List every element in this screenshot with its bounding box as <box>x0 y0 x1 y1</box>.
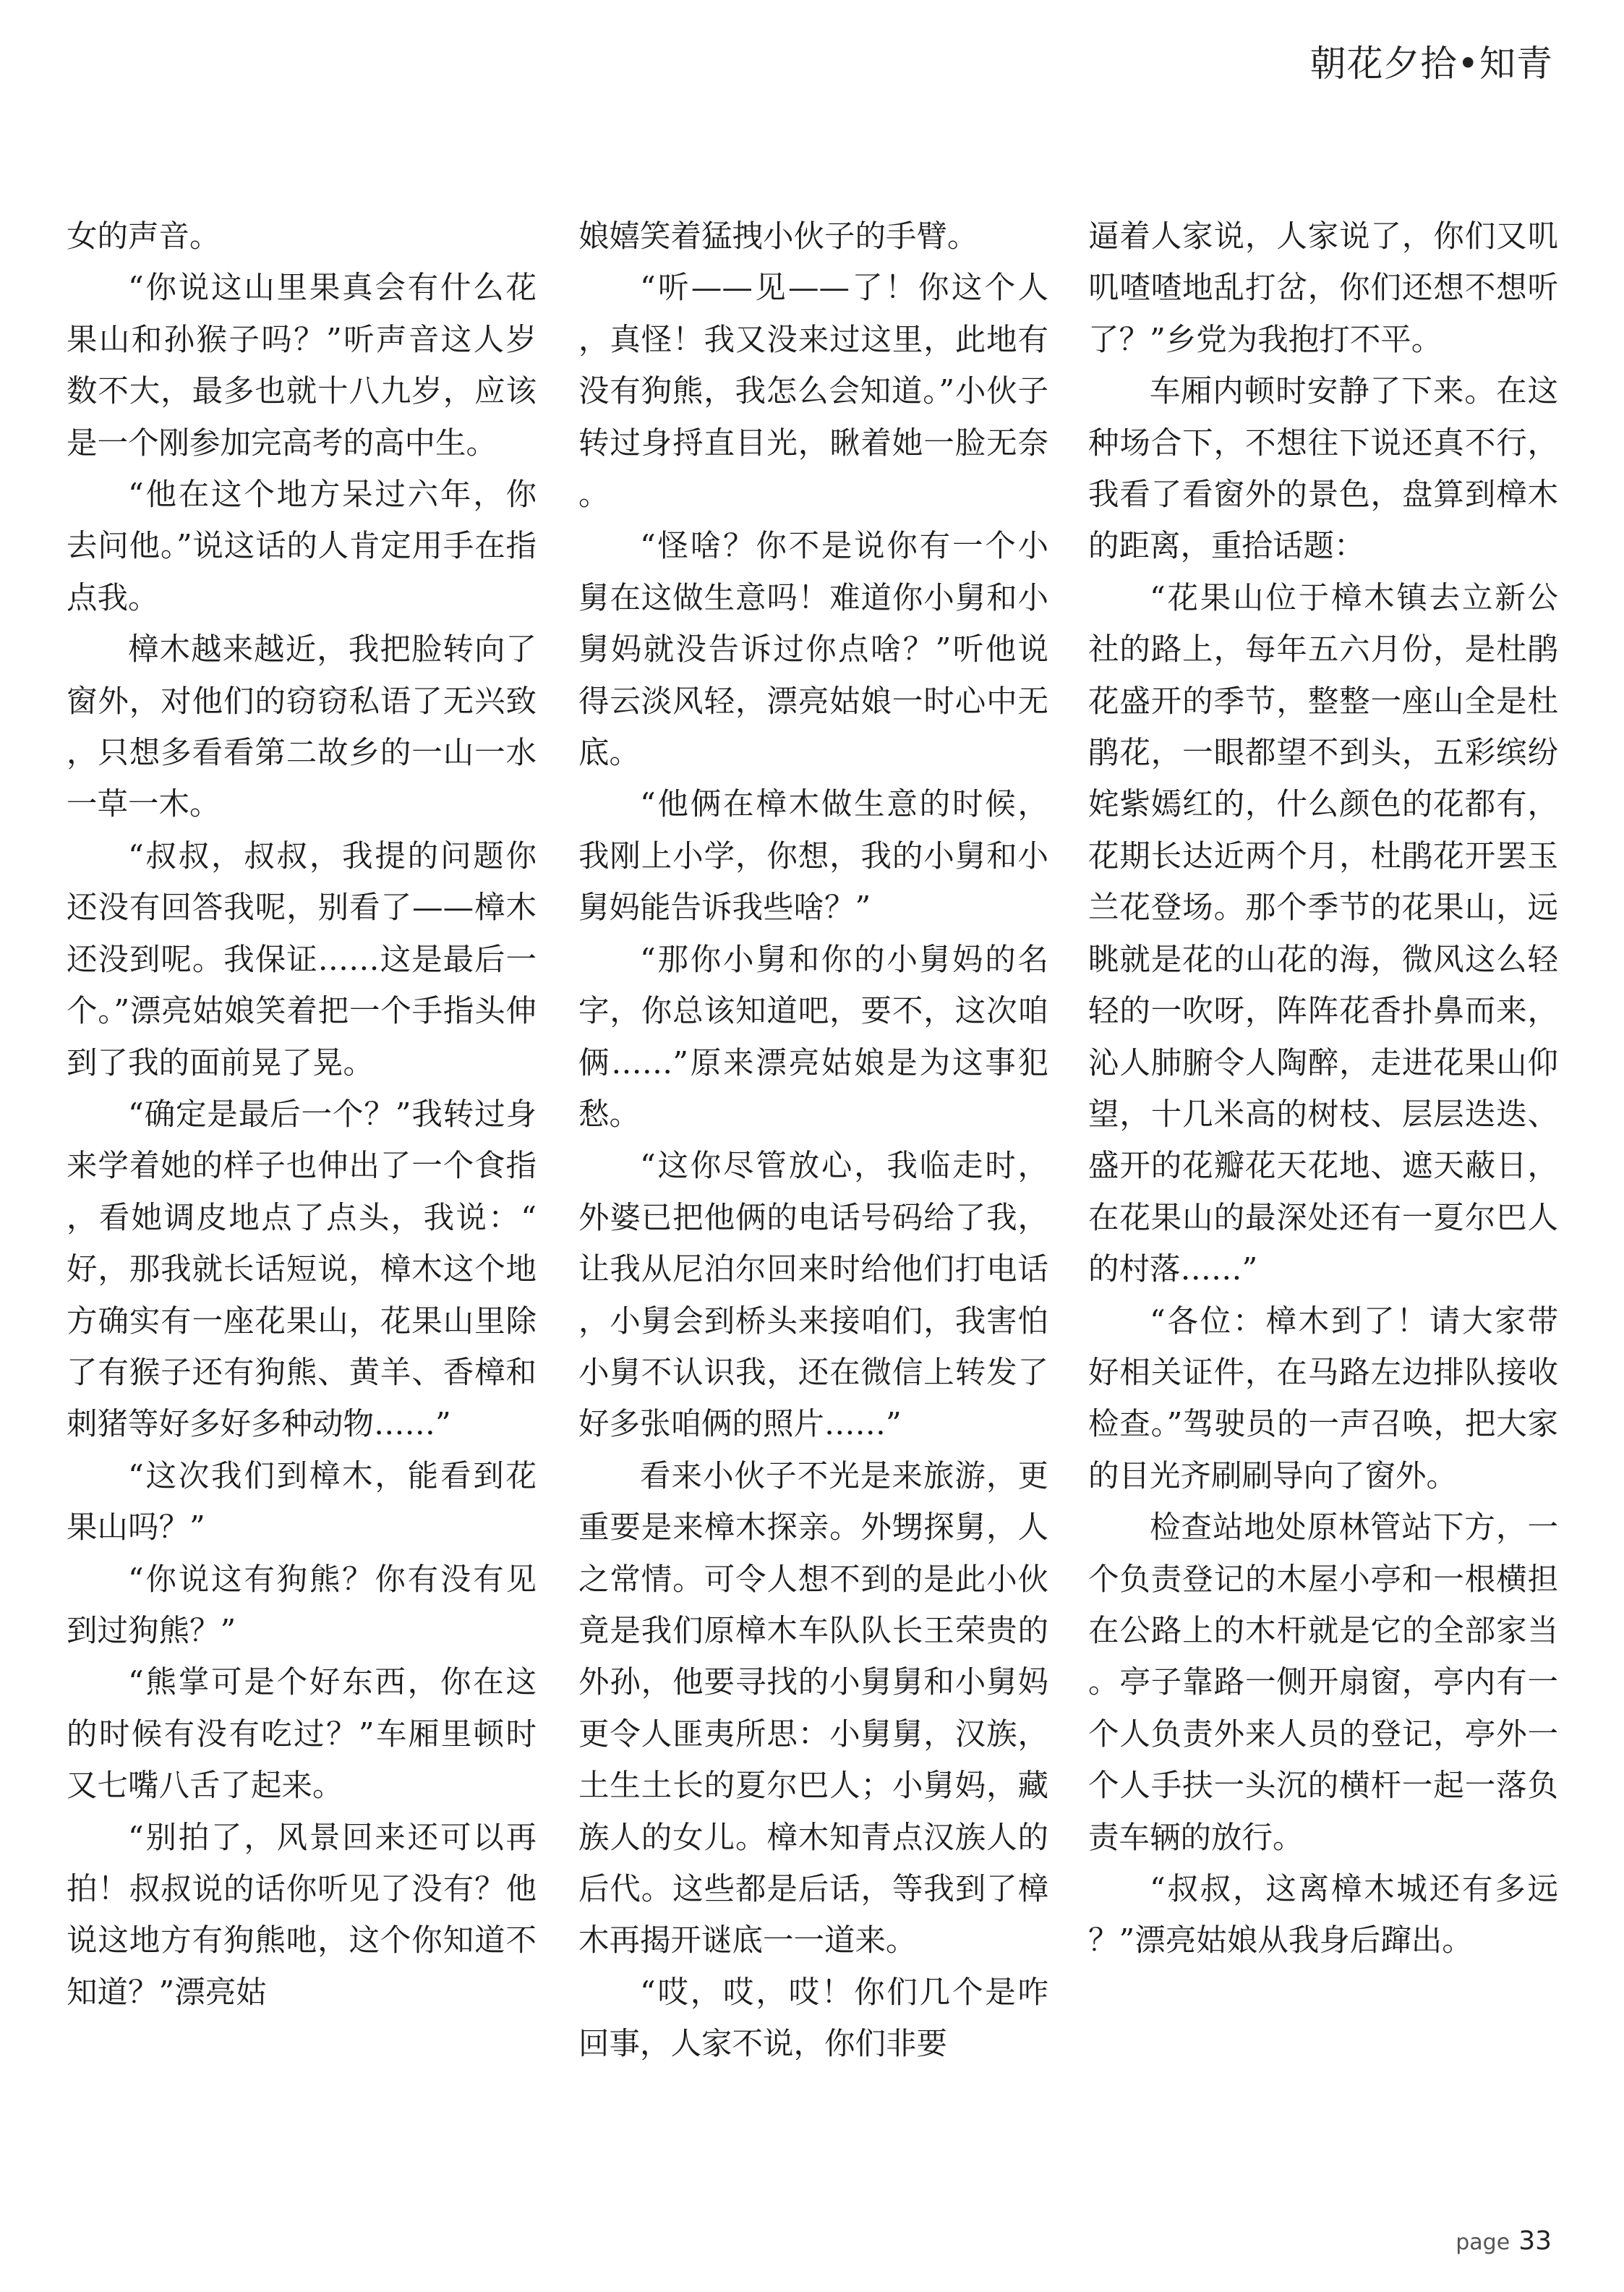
paragraph: “他在这个地方呆过六年，你去问他。”说这话的人肯定用手在指点我。 <box>67 477 537 616</box>
paragraph: “哎，哎，哎！你们几个是咋回事，人家不说，你们非要 <box>578 1974 1048 2063</box>
page-number: 33 <box>1518 2226 1552 2256</box>
paragraph: 逼着人家说，人家说了，你们又叽叽喳喳地乱打岔，你们还想不想听了？”乡党为我抱打不平。 <box>1088 219 1558 358</box>
text-column-3 <box>1088 211 1558 1967</box>
paragraph: “那你小舅和你的小舅妈的名字，你总该知道吧，要不，这次咱俩……”原来漂亮姑娘是为这事犯愁。 <box>578 942 1048 1133</box>
paragraph: 女的声音。 <box>67 219 221 255</box>
paragraph: “各位：樟木到了！请大家带好相关证件，在马路左边排队接收检查。”驾驶员的一声召唤，把大家的目光齐刷刷导向了窗外。 <box>1088 1303 1558 1494</box>
paragraph: “熊掌可是个好东西，你在这的时候有没有吃过？”车厢里顿时又七嘴八舌了起来。 <box>67 1665 537 1805</box>
paragraph: “你说这山里果真会有什么花果山和孙猴子吗？”听声音这人岁数不大，最多也就十八九岁，应该是一个刚参加完高考的高中生。 <box>67 270 537 461</box>
paragraph: “别拍了，风景回来还可以再拍！叔叔说的话你听见了没有？他说这地方有狗熊吔，这个你知道不知道？”漂亮姑 <box>67 1820 537 2011</box>
paragraph: “听——见——了！你这个人，真怪！我又没来过这里，此地有没有狗熊，我怎么会知道。”小伙子转过身捋直目光，瞅着她一脸无奈。 <box>578 270 1048 514</box>
paragraph: “这次我们到樟木，能看到花果山吗？” <box>67 1458 537 1546</box>
paragraph: “叔叔，这离樟木城还有多远？”漂亮姑娘从我身后蹿出。 <box>1088 1872 1558 1959</box>
paragraph: “花果山位于樟木镇去立新公社的路上，每年五六月份，是杜鹃花盛开的季节，整整一座山全是杜鹃花，一眼都望不到头，五彩缤纷姹紫嫣红的，什么颜色的花都有，花期长达近两个月，杜鹃花开罢玉兰花登场。那个季节的花果山，远眺就是花的山花的海，微风这么轻轻的一吹呀，阵阵花香扑鼻而来，沁人肺腑令人陶醉，走进花果山仰望，十几米高的树枝、层层迭迭、盛开的花瓣花天花地、遮天蔽日，在花果山的最深处还有一夏尔巴人的村落……” <box>1088 580 1558 1288</box>
paragraph: 检查站地处原林管站下方，一个负责登记的木屋小亭和一根横担在公路上的木杆就是它的全部家当。亭子靠路一侧开扇窗，亭内有一个人负责外来人员的登记，亭外一个人手扶一头沉的横杆一起一落负责车辆的放行。 <box>1088 1510 1558 1856</box>
page-footer <box>1456 2226 1552 2256</box>
paragraph: “你说这有狗熊？你有没有见到过狗熊？” <box>67 1562 537 1649</box>
text-column-2 <box>578 211 1048 2071</box>
section-header: 朝花夕拾•知青 <box>1309 43 1553 85</box>
paragraph: 看来小伙子不光是来旅游，更重要是来樟木探亲。外甥探舅，人之常情。可令人想不到的是此小伙竟是我们原樟木车队队长王荣贵的外孙，他要寻找的小舅舅和小舅妈更令人匪夷所思：小舅舅，汉族，土生土长的夏尔巴人；小舅妈，藏族人的女儿。樟木知青点汉族人的后代。这些都是后话，等我到了樟木再揭开谜底一一道来。 <box>578 1458 1048 1959</box>
paragraph: “他俩在樟木做生意的时候，我刚上小学，你想，我的小舅和小舅妈能告诉我些啥？” <box>578 787 1048 926</box>
paragraph: “确定是最后一个？”我转过身来学着她的样子也伸出了一个食指，看她调皮地点了点头，我说：“好，那我就长话短说，樟木这个地方确实有一座花果山，花果山里除了有猴子还有狗熊、黄羊、香樟和刺猪等好多好多种动物……” <box>67 1096 537 1443</box>
text-column-1 <box>67 211 537 2019</box>
paragraph: 娘嬉笑着猛拽小伙子的手臂。 <box>578 219 978 255</box>
paragraph: 车厢内顿时安静了下来。在这种场合下，不想往下说还真不行，我看了看窗外的景色，盘算到樟木的距离，重拾话题： <box>1088 374 1558 565</box>
paragraph: 樟木越来越近，我把脸转向了窗外，对他们的窃窃私语了无兴致，只想多看看第二故乡的一山一水一草一木。 <box>67 632 537 823</box>
page-label: page <box>1456 2230 1510 2255</box>
paragraph: “怪啥？你不是说你有一个小舅在这做生意吗！难道你小舅和小舅妈就没告诉过你点啥？”听他说得云淡风轻，漂亮姑娘一时心中无底。 <box>578 529 1048 772</box>
paragraph: “叔叔，叔叔，我提的问题你还没有回答我呢，别看了——樟木还没到呢。我保证……这是最后一个。”漂亮姑娘笑着把一个手指头伸到了我的面前晃了晃。 <box>67 838 537 1081</box>
paragraph: “这你尽管放心，我临走时，外婆已把他俩的电话号码给了我，让我从尼泊尔回来时给他们打电话，小舅会到桥头来接咱们，我害怕小舅不认识我，还在微信上转发了好多张咱俩的照片……” <box>578 1149 1048 1443</box>
